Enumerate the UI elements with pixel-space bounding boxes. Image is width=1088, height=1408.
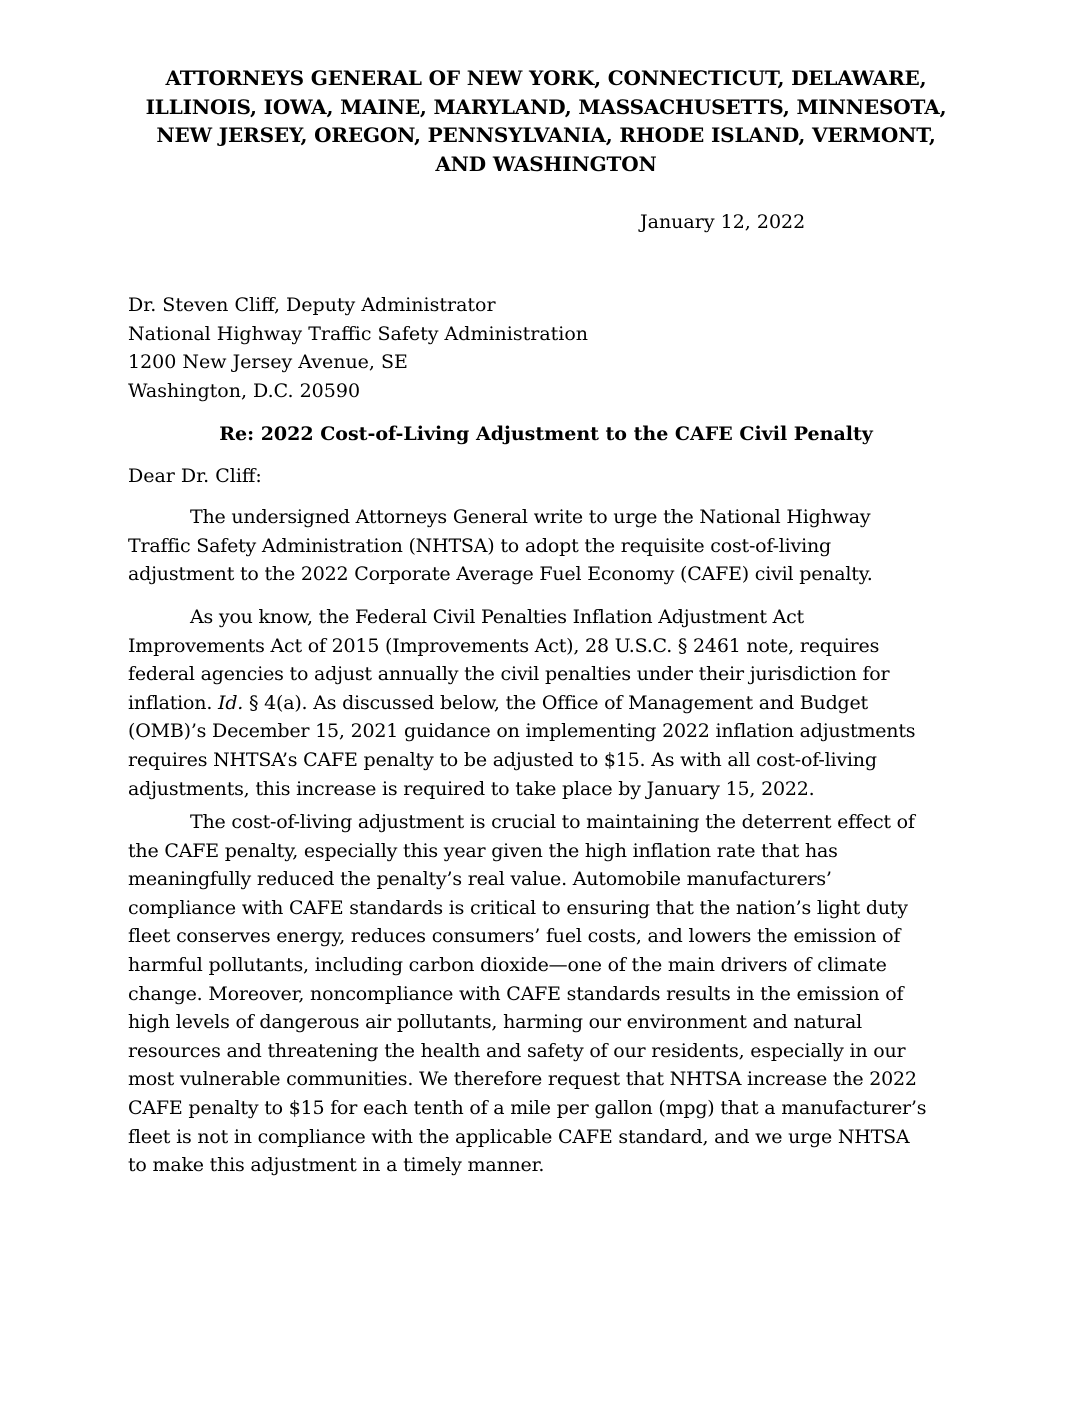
paragraph-line: resources and threatening the health and safety of our residents, especially in our bbox=[128, 1039, 906, 1062]
paragraph-line: federal agencies to adjust annually the civil penalties under their jurisdiction for bbox=[128, 663, 890, 686]
recipient-line: 1200 New Jersey Avenue, SE bbox=[128, 351, 408, 373]
paragraph-line: Traffic Safety Administration (NHTSA) to adopt the requisite cost-of-living bbox=[128, 534, 831, 557]
paragraph-line: compliance with CAFE standards is critical to ensuring that the nation’s light duty bbox=[128, 896, 908, 919]
paragraph-3 bbox=[128, 808, 926, 1180]
heading-line: ILLINOIS, IOWA, MAINE, MARYLAND, MASSACHUSETTS, MINNESOTA, bbox=[145, 94, 947, 119]
paragraph-line: requires NHTSA’s CAFE penalty to be adjusted to $15. As with all cost-of-living bbox=[128, 748, 877, 771]
letter-heading bbox=[130, 64, 962, 178]
text-run: inflation. bbox=[128, 691, 219, 714]
paragraph-line: most vulnerable communities. We therefore request that NHTSA increase the 2022 bbox=[128, 1068, 917, 1091]
salutation: Dear Dr. Cliff: bbox=[128, 465, 262, 487]
paragraph-line: The cost-of-living adjustment is crucial to maintaining the deterrent effect of bbox=[190, 811, 915, 833]
citation-id: Id. bbox=[218, 691, 244, 714]
paragraph-line: The undersigned Attorneys General write to urge the National Highway bbox=[190, 506, 871, 528]
paragraph-line: fleet conserves energy, reduces consumers’ fuel costs, and lowers the emission of bbox=[128, 925, 901, 948]
paragraph-line: harmful pollutants, including carbon dioxide—one of the main drivers of climate bbox=[128, 953, 887, 976]
text-run: § 4(a). As discussed below, the Office of Management and Budget bbox=[243, 691, 868, 714]
recipient-line: Dr. Steven Cliff, Deputy Administrator bbox=[128, 294, 496, 316]
paragraph-line: adjustments, this increase is required to take place by January 15, 2022. bbox=[128, 777, 815, 800]
paragraph-line: adjustment to the 2022 Corporate Average Fuel Economy (CAFE) civil penalty. bbox=[128, 563, 873, 586]
heading-line: ATTORNEYS GENERAL OF NEW YORK, CONNECTICUT, DELAWARE, bbox=[165, 66, 927, 90]
paragraph-line: CAFE penalty to $15 for each tenth of a mile per gallon (mpg) that a manufacturer’s bbox=[128, 1096, 927, 1119]
paragraph-line bbox=[128, 689, 915, 718]
paragraph-line: change. Moreover, noncompliance with CAFE standards results in the emission of bbox=[128, 982, 904, 1005]
recipient-line: Washington, D.C. 20590 bbox=[128, 379, 361, 402]
heading-line: AND WASHINGTON bbox=[435, 151, 657, 176]
subject-line: Re: 2022 Cost-of-Living Adjustment to the CAFE Civil Penalty bbox=[219, 423, 873, 445]
recipient-line: National Highway Traffic Safety Administration bbox=[128, 322, 589, 345]
letter-date: January 12, 2022 bbox=[640, 211, 806, 233]
recipient-address bbox=[128, 291, 588, 405]
paragraph-line: Improvements Act of 2015 (Improvements Act), 28 U.S.C. § 2461 note, requires bbox=[128, 634, 880, 657]
paragraph-line: fleet is not in compliance with the applicable CAFE standard, and we urge NHTSA bbox=[128, 1125, 910, 1148]
paragraph-line: the CAFE penalty, especially this year given the high inflation rate that has bbox=[128, 839, 838, 862]
paragraph-line: (OMB)’s December 15, 2021 guidance on implementing 2022 inflation adjustments bbox=[128, 720, 916, 743]
paragraph-2 bbox=[128, 603, 915, 803]
paragraph-line: meaningfully reduced the penalty’s real value. Automobile manufacturers’ bbox=[128, 868, 832, 891]
paragraph-line: As you know, the Federal Civil Penalties Inflation Adjustment Act bbox=[190, 606, 804, 628]
paragraph-line: high levels of dangerous air pollutants, harming our environment and natural bbox=[128, 1011, 862, 1034]
heading-line: NEW JERSEY, OREGON, PENNSYLVANIA, RHODE ISLAND, VERMONT, bbox=[156, 123, 936, 147]
paragraph-1 bbox=[128, 503, 873, 589]
paragraph-line: to make this adjustment in a timely manner. bbox=[128, 1154, 545, 1177]
